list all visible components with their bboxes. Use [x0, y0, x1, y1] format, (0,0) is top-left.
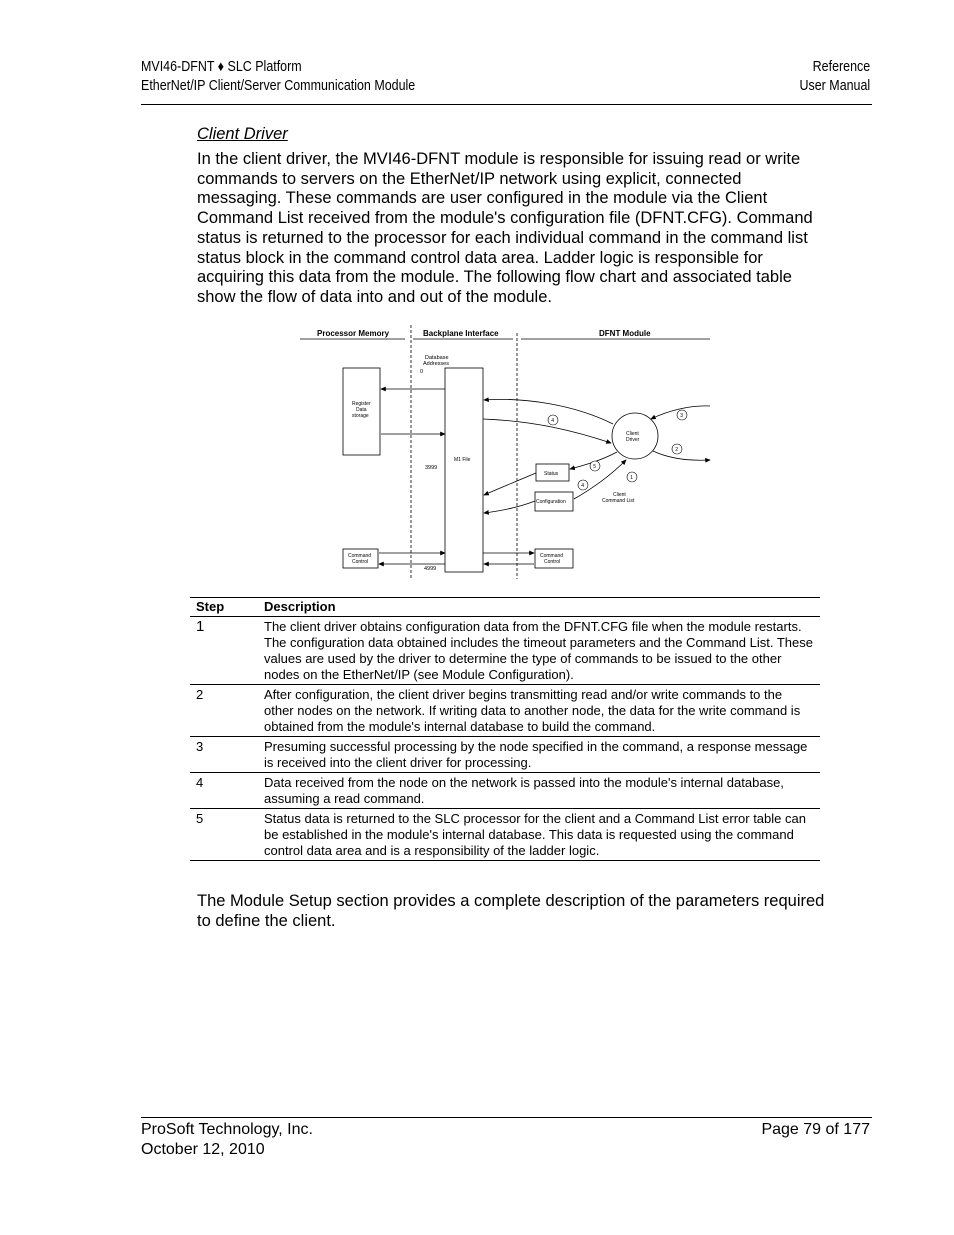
intro-paragraph: In the client driver, the MVI46-DFNT module is responsible for issuing read or write commands to servers on the EtherNet/IP network using explicit, connected messaging. These commands are user configured in the module via the Client Command List received from the module's configuration file (DFNT.CFG). Command status is returned to the processor for each individual command in the command list status block in the command control data area. Ladder logic is responsible for acquiring this data from the module. The following flow chart and associated table show the flow of data into and out of the module. [197, 150, 813, 306]
col-processor-memory: Processor Memory [317, 329, 390, 338]
header-product: MVI46-DFNT ♦ SLC Platform [141, 59, 302, 75]
table-row [190, 773, 820, 809]
step-marker-4-lower-label: 4 [581, 483, 585, 489]
running-header-left [141, 58, 415, 96]
step-marker-1-label: 1 [630, 475, 634, 481]
step-description: After configuration, the client driver begins transmitting read and/or write commands to the other nodes on the network. If writing data to another node, the data for the write command is obtained from the module's internal database to build the command. [258, 685, 820, 737]
step-description: Status data is returned to the SLC processor for the client and a Command List error table can be established in the module's internal database. This data is requested using the command control data area and is a responsibility of the ladder logic. [258, 809, 820, 861]
step-description: The client driver obtains configuration data from the DFNT.CFG file when the module restarts. The configuration data obtained includes the timeout parameters and the Command List. These values are used by the driver to determine the type of commands to be issued to the other nodes on the EtherNet/IP (see Module Configuration). [258, 617, 820, 685]
cmd-ctrl-proc-label-1: Command [348, 553, 372, 559]
footer-page-number: Page 79 of 177 [761, 1121, 870, 1138]
cmd-ctrl-proc-label-2: Control [352, 559, 369, 565]
col-backplane-interface: Backplane Interface [423, 329, 499, 338]
register-label-1: Register [352, 401, 371, 407]
m1-file-box [445, 368, 483, 572]
step-number: 5 [190, 809, 258, 861]
client-driver-flow-diagram [295, 323, 715, 581]
flow-network-out [653, 451, 710, 460]
address-4999: 4999 [424, 566, 437, 572]
register-label-2: Data [356, 407, 367, 413]
header-divider [141, 104, 872, 105]
step-description: Presuming successful processing by the node specified in the command, a response message is received into the client driver for processing. [258, 737, 820, 773]
step-marker-5-label: 5 [593, 464, 597, 470]
step-number: 1 [190, 617, 258, 685]
table-row [190, 617, 820, 685]
header-step: Step [190, 598, 258, 617]
running-header-right [799, 58, 870, 96]
step-description: Data received from the node on the network is passed into the module's internal database, assuming a read command. [258, 773, 820, 809]
db-addresses-label-1: Database [425, 355, 449, 361]
client-driver-label-1: Client [626, 431, 639, 437]
db-addresses-label-2: Addresses [423, 361, 449, 367]
register-label-3: storage [352, 413, 369, 419]
step-marker-2-label: 2 [675, 447, 679, 453]
header-section: Reference [812, 59, 870, 75]
step-number: 4 [190, 773, 258, 809]
steps-table [190, 597, 820, 861]
status-label: Status [544, 471, 559, 477]
step-number: 2 [190, 685, 258, 737]
header-doc-type: User Manual [799, 78, 870, 94]
section-title: Client Driver [197, 125, 288, 143]
closing-paragraph: The Module Setup section provides a complete description of the parameters required to define the client. [197, 892, 825, 930]
footer-left [141, 1120, 313, 1160]
command-list-label-1: Client [613, 492, 626, 498]
step-marker-3-label: 3 [680, 413, 684, 419]
cmd-ctrl-mod-label-1: Command [540, 553, 564, 559]
footer-company: ProSoft Technology, Inc. [141, 1121, 313, 1138]
configuration-label: Configuration [536, 499, 566, 505]
command-list-label-2: Command List [602, 498, 635, 504]
address-3999: 3999 [425, 465, 438, 471]
cmd-ctrl-mod-label-2: Control [544, 559, 561, 565]
header-module-name: EtherNet/IP Client/Server Communication Module [141, 78, 416, 94]
table-header-row [190, 598, 820, 617]
col-dfnt-module: DFNT Module [599, 329, 651, 338]
table-row [190, 809, 820, 861]
footer-divider [141, 1117, 872, 1118]
client-driver-label-2: Driver [626, 437, 640, 443]
m1-file-label: M1 File [454, 457, 471, 463]
step-number: 3 [190, 737, 258, 773]
step-marker-4-upper-label: 4 [551, 418, 555, 424]
table-row [190, 685, 820, 737]
flow-status-to-m1 [484, 473, 536, 495]
footer-date: October 12, 2010 [141, 1141, 265, 1158]
address-0: 0 [420, 369, 424, 375]
header-description: Description [258, 598, 820, 617]
flow-config-to-m1 [484, 501, 535, 513]
flow-m1-to-client [483, 419, 611, 443]
table-row [190, 737, 820, 773]
